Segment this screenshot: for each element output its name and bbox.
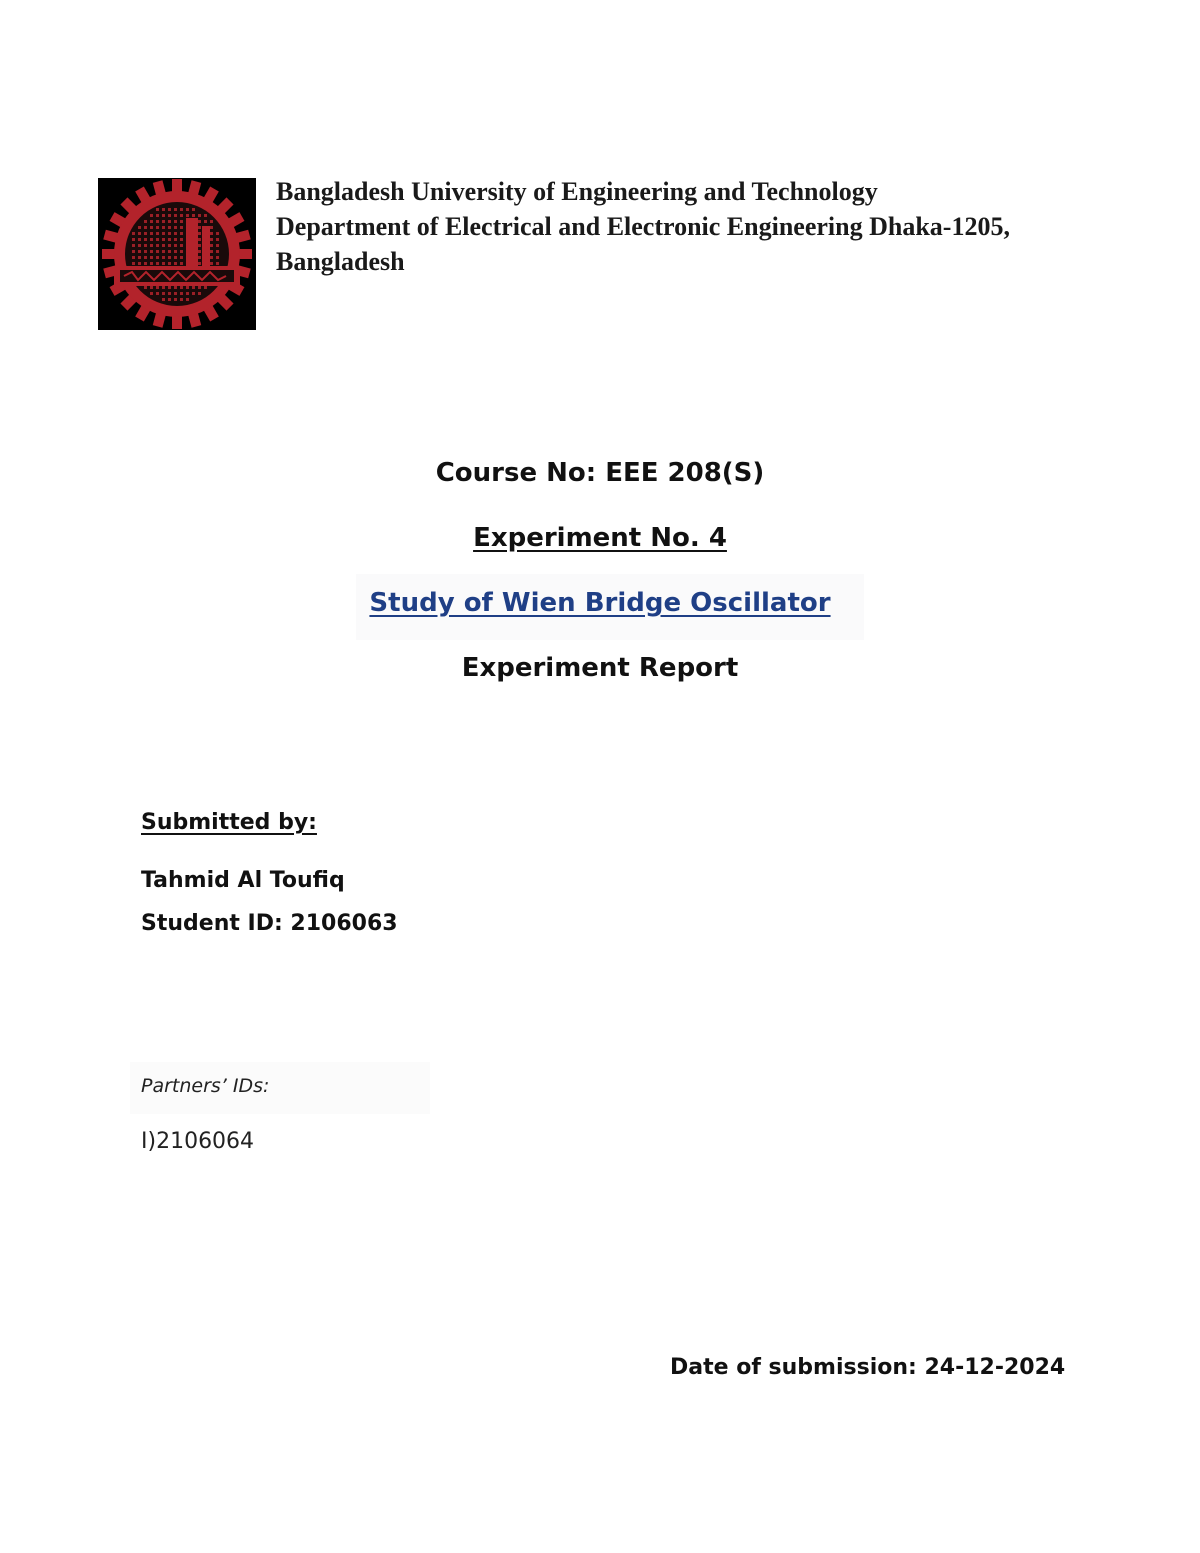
country-name: Bangladesh [276, 247, 405, 276]
partner-id: I)2106064 [141, 1129, 255, 1154]
student-id: Student ID: 2106063 [141, 911, 398, 936]
university-name: Bangladesh University of Engineering and Technology [276, 177, 878, 206]
submission-date: Date of submission: 24-12-2024 [670, 1355, 1066, 1380]
department-name: Department of Electrical and Electronic Engineering Dhaka-1205, [276, 212, 1010, 241]
experiment-number: Experiment No. 4 [473, 523, 727, 553]
partners-label: Partners’ IDs: [141, 1075, 270, 1097]
experiment-title-text: Study of Wien Bridge Oscillator [369, 588, 831, 618]
student-name: Tahmid Al Toufiq [141, 868, 345, 893]
gear-emblem-icon [98, 178, 256, 330]
submitted-by-heading: Submitted by: [141, 810, 317, 835]
report-type: Experiment Report [461, 653, 739, 683]
institution-header [276, 174, 1156, 279]
university-logo [98, 178, 256, 330]
course-number: Course No: EEE 208(S) [435, 458, 765, 488]
experiment-title [0, 586, 1200, 620]
